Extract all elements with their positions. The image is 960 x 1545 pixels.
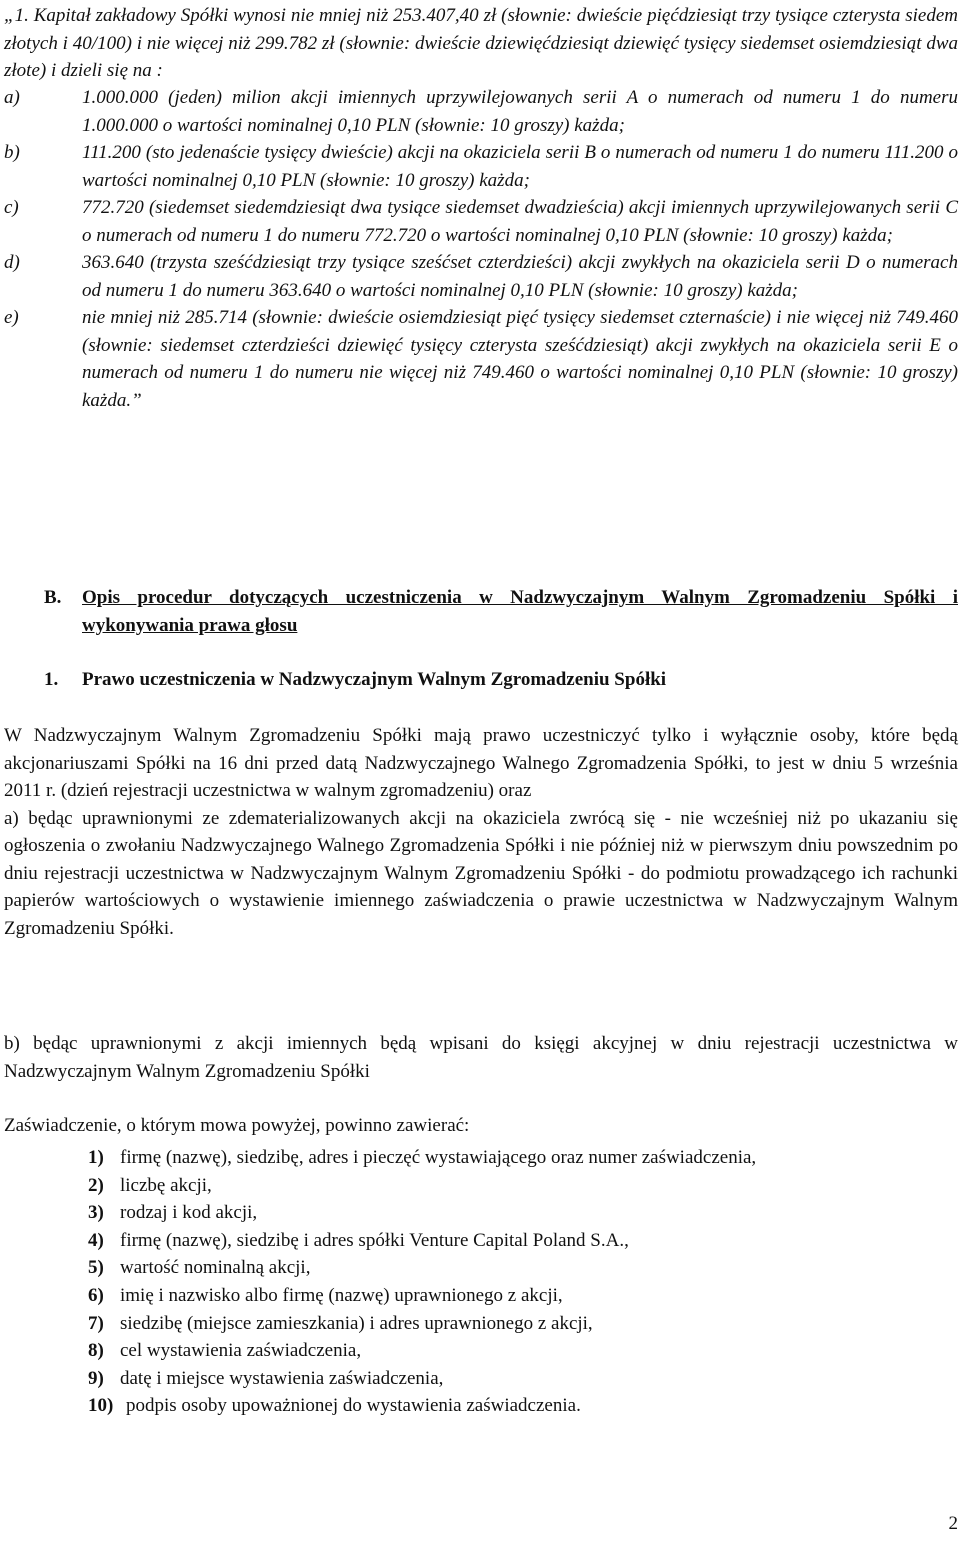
- list-item-text: firmę (nazwę), siedzibę, adres i pieczęć wystawiającego oraz numer zaświadczenia,: [120, 1147, 757, 1168]
- list-item-text: rodzaj i kod akcji,: [120, 1202, 258, 1224]
- section-heading-text: Opis procedur dotyczących uczestniczenia w Nadzwyczajnym Walnym Zgromadzeniu Spółki i wykonywania prawa głosu: [82, 587, 958, 636]
- list-item-text: nie mniej niż 285.714 (słownie: dwieście osiemdziesiąt pięć tysięcy siedemset czternaście) i nie więcej niż 749.460 (słownie: siedemset czterdzieści dziewięć tysięcy czterysta sześćdziesiąt) akcji zwykłych na okaziciela serii E o numerach od numeru 1 do numeru nie więcej niż 749.460 o wartości nominalnej 0,10 PLN (słownie: 10 groszy) każda.”: [82, 307, 958, 411]
- body-section: [4, 1112, 958, 1140]
- section-heading-b: [44, 584, 958, 639]
- list-item-label: b): [4, 142, 20, 163]
- intro-paragraph: [4, 2, 958, 85]
- body-paragraph: b) będąc uprawnionymi z akcji imiennych będą wpisani do księgi akcyjnej w dniu rejestracji uczestnictwa w Nadzwyczajnym Walnym Zgromadzeniu Spółki: [4, 1033, 958, 1082]
- list-item: [88, 1254, 958, 1282]
- body-paragraph: Zaświadczenie, o którym mowa powyżej, powinno zawierać:: [4, 1115, 470, 1136]
- list-item-text: wartość nominalną akcji,: [120, 1257, 311, 1279]
- body-paragraph: W Nadzwyczajnym Walnym Zgromadzeniu Spółki mają prawo uczestniczyć tylko i wyłącznie osoby, które będą akcjonariuszami Spółki na 16 dni przed datą Nadzwyczajnego Walnego Zgromadzenia Spółki, to jest w dniu 5 września 2011 r. (dzień rejestracji uczestnictwa w walnym zgromadzeniu) oraz: [4, 725, 958, 801]
- list-item-label: d): [4, 252, 20, 273]
- list-item-text: imię i nazwisko albo firmę (nazwę) uprawnionego z akcji,: [120, 1284, 563, 1306]
- list-item-text: liczbę akcji,: [120, 1174, 212, 1196]
- list-item-number: 8): [88, 1340, 104, 1362]
- subsection-heading: [44, 666, 958, 694]
- list-item: [88, 1227, 958, 1255]
- requirements-list: [88, 1144, 958, 1420]
- share-series-list: [4, 84, 958, 414]
- list-item: [4, 84, 958, 139]
- list-item-text: 111.200 (sto jedenaście tysięcy dwieście) akcji na okaziciela serii B o numerach od numeru 1 do numeru 111.200 o wartości nominalnej 0,10 PLN (słownie: 10 groszy) każda;: [82, 142, 958, 191]
- list-item-number: 6): [88, 1284, 104, 1306]
- list-item-number: 4): [88, 1229, 104, 1251]
- section-heading-label: B.: [44, 587, 62, 608]
- body-paragraph: a) będąc uprawnionymi ze zdematerializowanych akcji na okaziciela zwrócą się - nie wcześniej niż po ukazaniu się ogłoszenia o zwołaniu Nadzwyczajnego Walnego Zgromadzenia Spółki i nie później niż w pierwszym dniu powszednim po dniu rejestracji uczestnictwa w Nadzwyczajnym Walnym Zgromadzeniu Spółki - do podmiotu prowadzącego ich rachunki papierów wartościowych o wystawienie imiennego zaświadczenia o prawie uczestnictwa w Nadzwyczajnym Walnym Zgromadzeniu Spółki.: [4, 807, 958, 939]
- list-item-text: siedzibę (miejsce zamieszkania) i adres uprawnionego z akcji,: [120, 1312, 593, 1334]
- list-item-number: 7): [88, 1312, 104, 1334]
- list-item: [4, 249, 958, 304]
- list-item-number: 10): [88, 1395, 114, 1417]
- list-item: [88, 1282, 958, 1310]
- subsection-heading-text: Prawo uczestniczenia w Nadzwyczajnym Walnym Zgromadzeniu Spółki: [82, 669, 667, 690]
- list-item-label: e): [4, 307, 19, 328]
- list-item: [4, 139, 958, 194]
- list-item-number: 9): [88, 1367, 104, 1389]
- list-item: [88, 1144, 958, 1172]
- list-item-label: c): [4, 197, 19, 218]
- list-item-text: cel wystawienia zaświadczenia,: [120, 1340, 362, 1362]
- list-item-text: 772.720 (siedemset siedemdziesiąt dwa tysiące siedemset dwadzieścia) akcji imiennych uprzywilejowanych serii C o numerach od numeru 1 do numeru 772.720 o wartości nominalnej 0,10 PLN (słownie: 10 groszy) każda;: [82, 197, 958, 246]
- list-item-text: 363.640 (trzysta sześćdziesiąt trzy tysiące sześćset czterdzieści) akcji zwykłych na okaziciela serii D o numerach od numeru 1 do numeru 363.640 o wartości nominalnej 0,10 PLN (słownie: 10 groszy) każda;: [82, 252, 958, 301]
- list-item: [4, 304, 958, 414]
- list-item: [88, 1310, 958, 1338]
- intro-text: „1. Kapitał zakładowy Spółki wynosi nie mniej niż 253.407,40 zł (słownie: dwieście pięćdziesiąt trzy tysiące czterysta siedem złotych i 40/100) i nie więcej niż 299.782 zł (słownie: dwieście dziewięćdziesiąt dziewięć tysięcy siedemset osiemdziesiąt dwa złote) i dzieli się na :: [4, 5, 958, 81]
- list-item: [88, 1392, 958, 1420]
- page-number: 2: [948, 1513, 958, 1534]
- body-section: [4, 1030, 958, 1085]
- list-item-number: 3): [88, 1202, 104, 1224]
- list-item-number: 5): [88, 1257, 104, 1279]
- list-item-text: podpis osoby upoważnionej do wystawienia zaświadczenia.: [126, 1395, 581, 1417]
- list-item-label: a): [4, 87, 20, 108]
- list-item: [88, 1199, 958, 1227]
- list-item: [4, 194, 958, 249]
- body-section: [4, 722, 958, 942]
- list-item-number: 2): [88, 1174, 104, 1196]
- list-item: [88, 1337, 958, 1365]
- list-item-text: firmę (nazwę), siedzibę i adres spółki Venture Capital Poland S.A.,: [120, 1229, 629, 1251]
- list-item: [88, 1172, 958, 1200]
- list-item-text: datę i miejsce wystawienia zaświadczenia,: [120, 1367, 444, 1389]
- subsection-heading-label: 1.: [44, 669, 59, 690]
- list-item-number: 1): [88, 1147, 104, 1168]
- list-item: [88, 1365, 958, 1393]
- list-item-text: 1.000.000 (jeden) milion akcji imiennych uprzywilejowanych serii A o numerach od numeru 1 do numeru 1.000.000 o wartości nominalnej 0,10 PLN (słownie: 10 groszy) każda;: [82, 87, 958, 136]
